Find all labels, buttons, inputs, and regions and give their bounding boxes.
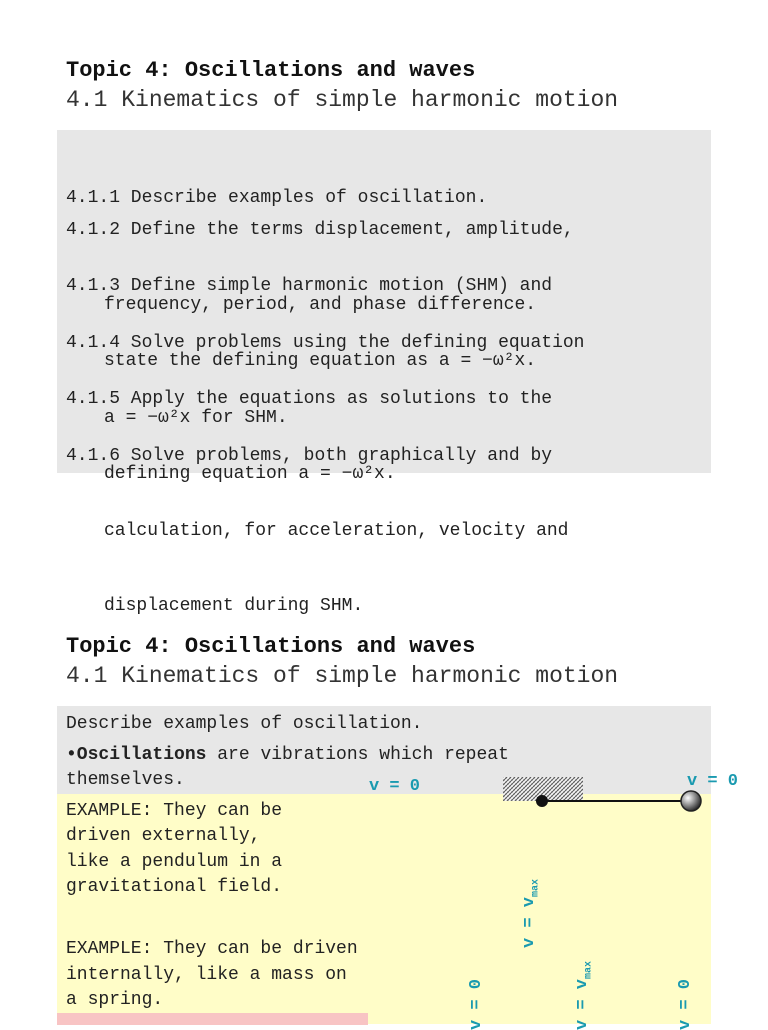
label-v0-vertical-left: v = 0: [467, 978, 486, 1030]
objective-3-line1: 4.1.3 Define simple harmonic motion (SHM) and: [66, 276, 553, 296]
objective-6: [66, 394, 568, 669]
vmax-upper-sub: max: [530, 878, 542, 897]
objective-4-line2: a = −ω²x for SHM.: [104, 408, 288, 428]
label-v0-right: v = 0: [687, 772, 739, 791]
example2-line1: EXAMPLE: They can be driven: [66, 939, 358, 959]
objective-6-line1: 4.1.6 Solve problems, both graphically and by: [66, 446, 553, 466]
vmax-upper-text: v = v: [520, 896, 539, 948]
objective-6-line2: calculation, for acceleration, velocity and: [104, 521, 569, 541]
vmax-lower-text: v = v: [573, 978, 592, 1030]
pendulum-diagram: [490, 770, 720, 830]
vmax-lower-sub: max: [583, 960, 595, 979]
pendulum-pivot: [536, 795, 548, 807]
objective-2-line2: frequency, period, and phase difference.: [104, 295, 537, 315]
slide2-subtitle: 4.1 Kinematics of simple harmonic motion: [66, 663, 619, 689]
objective-5-line2: defining equation a = −ω²x.: [104, 464, 396, 484]
label-vmax-lower: [573, 961, 594, 1030]
example2-line2: internally, like a mass on: [66, 965, 347, 985]
slide2-pink-bar: [57, 1013, 368, 1025]
example1-line3: like a pendulum in a: [66, 852, 283, 872]
slide2-bullet: [66, 743, 509, 769]
label-v0-left: v = 0: [369, 777, 421, 796]
slide1-subtitle: 4.1 Kinematics of simple harmonic motion: [66, 87, 619, 113]
objective-3-line2: state the defining equation as a = −ω²x.: [104, 351, 537, 371]
slide2-title: Topic 4: Oscillations and waves: [66, 634, 476, 659]
example1-line1: EXAMPLE: They can be: [66, 801, 283, 821]
slide2-bullet-line2: themselves.: [66, 770, 185, 790]
objective-5-line1: 4.1.5 Apply the equations as solutions to the: [66, 389, 553, 409]
objective-2-line1: 4.1.2 Define the terms displacement, amplitude,: [66, 220, 574, 240]
bullet-rest: are vibrations which repeat: [206, 745, 509, 765]
objective-6-line3: displacement during SHM.: [104, 596, 364, 616]
example1-line4: gravitational field.: [66, 877, 283, 897]
slide2-heading: Describe examples of oscillation.: [66, 714, 423, 734]
slide1-title: Topic 4: Oscillations and waves: [66, 58, 476, 83]
bullet-bold-term: •Oscillations: [66, 745, 207, 765]
pendulum-bob: [681, 791, 701, 811]
label-vmax-upper: [520, 879, 541, 948]
label-v0-vertical-right: v = 0: [676, 978, 695, 1030]
example2-line3: a spring.: [66, 990, 164, 1010]
objective-4-line1: 4.1.4 Solve problems using the defining equation: [66, 333, 585, 353]
objective-1-line1: 4.1.1 Describe examples of oscillation.: [66, 188, 488, 208]
example1-line2: driven externally,: [66, 826, 261, 846]
